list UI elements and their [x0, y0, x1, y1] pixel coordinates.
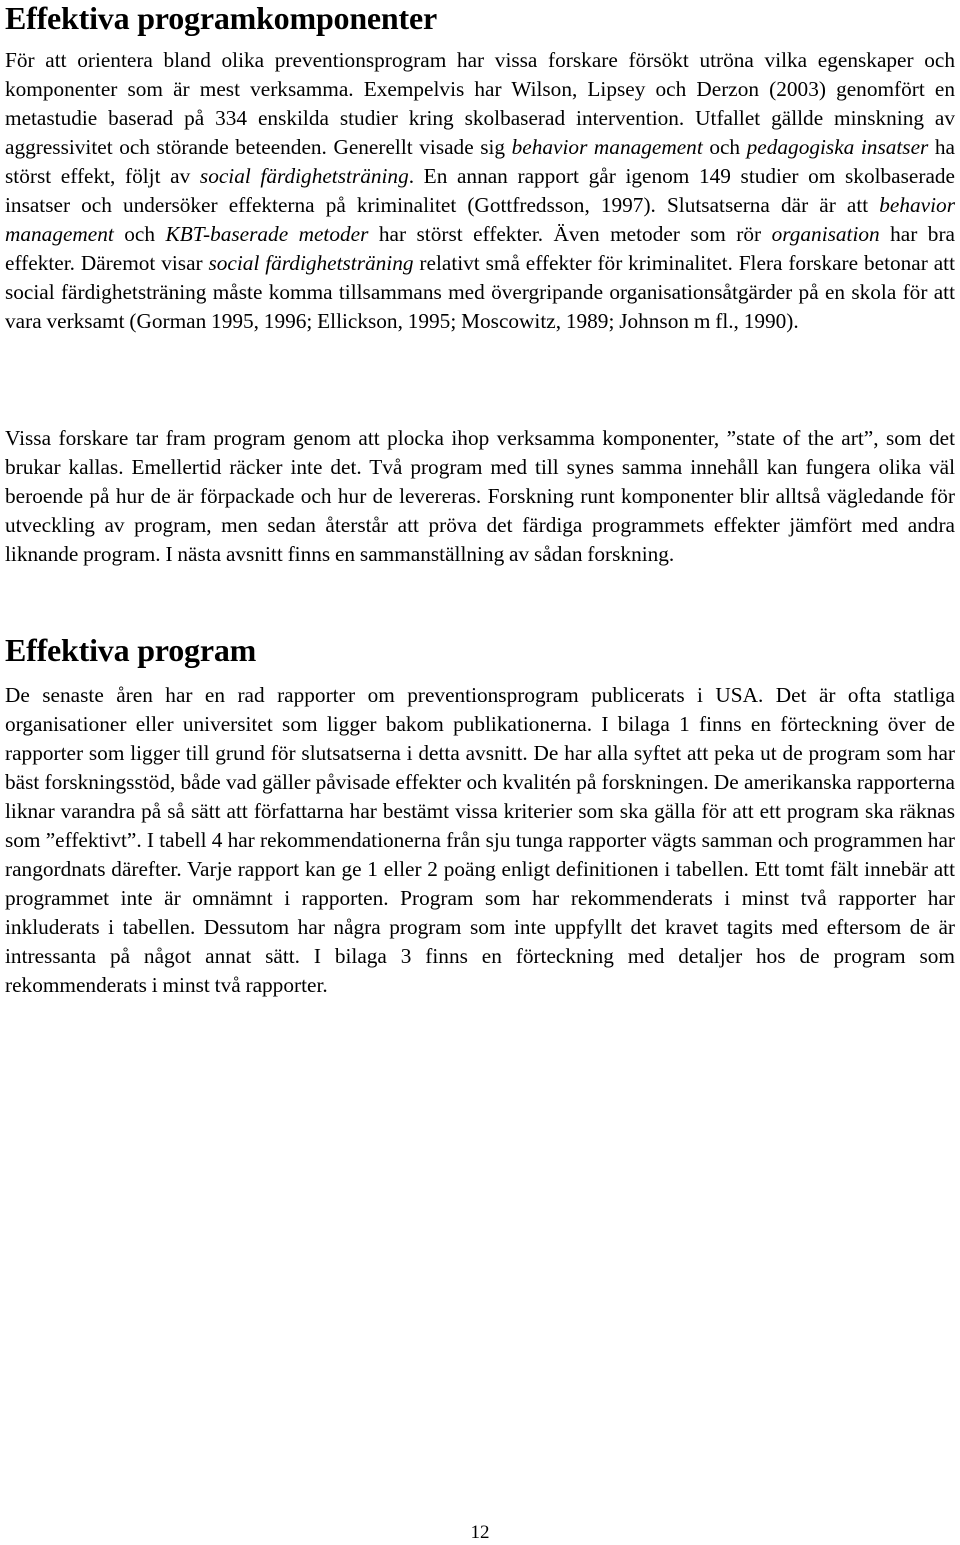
body-paragraph: De senaste åren har en rad rapporter om preventionsprogram publicerats i USA. Det är ofta statliga organisationer eller universitet som ligger bakom publikationerna. I bilaga 1 finns en förteckning över de rapporter som ligger till grund för slutsatserna i detta avsnitt. De har alla syftet att peka ut de program som har bäst forskningsstöd, både vad gäller påvisade effekter och kvalitén på forskningen. De amerikanska rapporterna liknar varandra på så sätt att författarna har bestämt vissa kriterier som ska gälla för att ett program ska räknas som ”effektivt”. I tabell 4 har rekommendationerna från sju tunga rapporter vägts samman och programmen har rangordnats därefter. Varje rapport kan ge 1 eller 2 poäng enligt definitionen i tabellen. Ett tomt fält innebär att programmet inte är omnämnt i rapporten. Program som har rekommenderats i minst två rapporter har inkluderats i tabellen. Dessutom har några program som inte uppfyllt det kravet tagits med eftersom de är intressanta på något annat sätt. I bilaga 3 finns en förteckning med detaljer hos de program som rekommenderats i minst två rapporter. [5, 683, 955, 997]
text-run: ha störst effekt, följt av [5, 135, 955, 188]
section-heading: Effektiva programkomponenter [5, 0, 437, 36]
text-run: . En annan rapport går igenom 149 studier om skolbaserade insatser och undersöker effekterna på kriminalitet (Gottfredsson, 1997). Slutsatserna där är att [5, 164, 955, 217]
emphasized-term: behavior management [511, 135, 703, 159]
text-run: och [702, 135, 747, 159]
text-run: och [113, 222, 166, 246]
text-run: relativt små effekter för kriminalitet. Flera forskare betonar att social färdighetsträning måste komma tillsammans med övergripande organisationsåtgärder på en skola för att vara verksamt (Gorman 1995, 1996; Ellickson, 1995; Moscowitz, 1989; Johnson m fl., 1990). [5, 251, 955, 333]
page-number: 12 [470, 1522, 490, 1543]
emphasized-term: organisation [771, 222, 880, 246]
emphasized-term: social färdighetsträning [208, 251, 414, 275]
body-paragraph [5, 46, 955, 336]
emphasized-term: KBT-baserade metoder [165, 222, 369, 246]
emphasized-term: social färdighetsträning [199, 164, 409, 188]
text-run: har störst effekter. Även metoder som rör [368, 222, 772, 246]
body-paragraph: Vissa forskare tar fram program genom att plocka ihop verksamma komponenter, ”state of the art”, som det brukar kallas. Emellertid räcker inte det. Två program med till synes samma innehåll kan fungera olika väl beroende på hur de är förpackade och hur de levereras. Forskning runt komponenter blir alltså vägledande för utveckling av program, men sedan återstår att pröva det färdiga programmets effekter jämfört med andra liknande program. I nästa avsnitt finns en sammanställning av sådan forskning. [5, 426, 955, 566]
section-heading: Effektiva program [5, 632, 257, 668]
emphasized-term: behavior management [5, 193, 955, 246]
text-run: har bra effekter. Däremot visar [5, 222, 955, 275]
text-run: För att orientera bland olika preventionsprogram har vissa forskare försökt utröna vilka egenskaper och komponenter som är mest verksamma. Exempelvis har Wilson, Lipsey och Derzon (2003) genomfört en metastudie baserad på 334 enskilda studier kring skolbaserad intervention. Utfallet gällde minskning av aggressivitet och störande beteenden. Generellt visade sig [5, 48, 955, 159]
emphasized-term: pedagogiska insatser [746, 135, 929, 159]
